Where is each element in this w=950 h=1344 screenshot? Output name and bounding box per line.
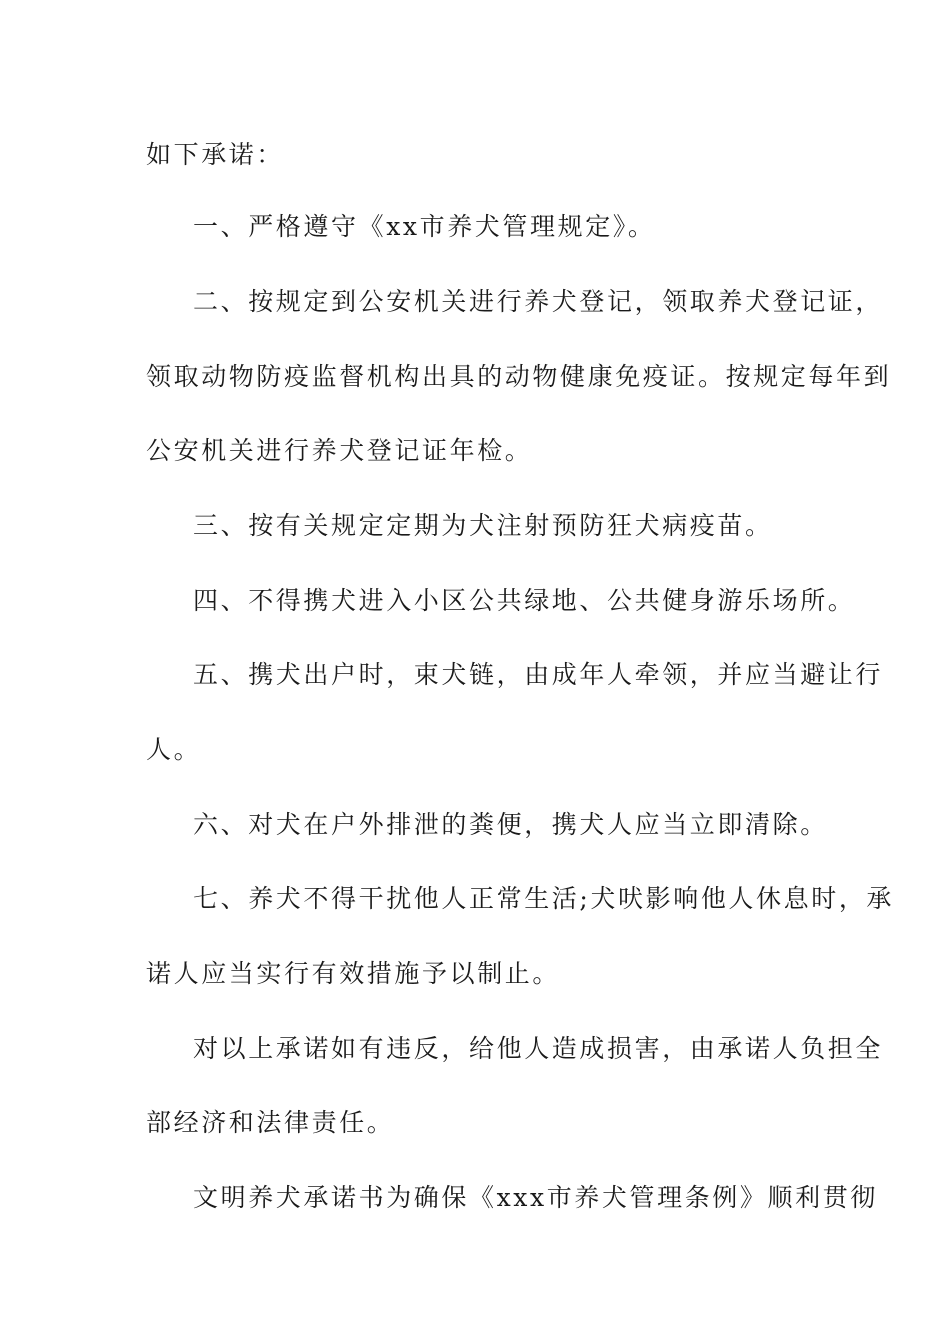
text-line-14: 部经济和法律责任。 <box>146 1108 395 1137</box>
text-line-10: 六、对犬在户外排泄的粪便，携犬人应当立即清除。 <box>193 810 828 839</box>
text-line-4: 领取动物防疫监督机构出具的动物健康免疫证。按规定每年到 <box>146 362 892 391</box>
text-line-12: 诺人应当实行有效措施予以制止。 <box>146 959 561 988</box>
text-line-6: 三、按有关规定定期为犬注射预防狂犬病疫苗。 <box>193 511 773 540</box>
text-line-5: 公安机关进行养犬登记证年检。 <box>146 436 533 465</box>
text-line-9: 人。 <box>146 735 202 764</box>
text-line-11: 七、养犬不得干扰他人正常生活;犬吠影响他人休息时，承 <box>193 884 895 913</box>
text-line-7: 四、不得携犬进入小区公共绿地、公共健身游乐场所。 <box>193 586 856 615</box>
text-line-13: 对以上承诺如有违反，给他人造成损害，由承诺人负担全 <box>193 1034 884 1063</box>
text-line-15: 文明养犬承诺书为确保《xxx市养犬管理条例》顺利贯彻 <box>193 1183 878 1212</box>
text-line-8: 五、携犬出户时，束犬链，由成年人牵领，并应当避让行 <box>193 660 884 689</box>
text-line-3: 二、按规定到公安机关进行养犬登记，领取养犬登记证， <box>193 287 884 316</box>
text-line-2: 一、严格遵守《xx市养犬管理规定》。 <box>193 212 656 241</box>
text-line-1: 如下承诺： <box>146 140 285 169</box>
